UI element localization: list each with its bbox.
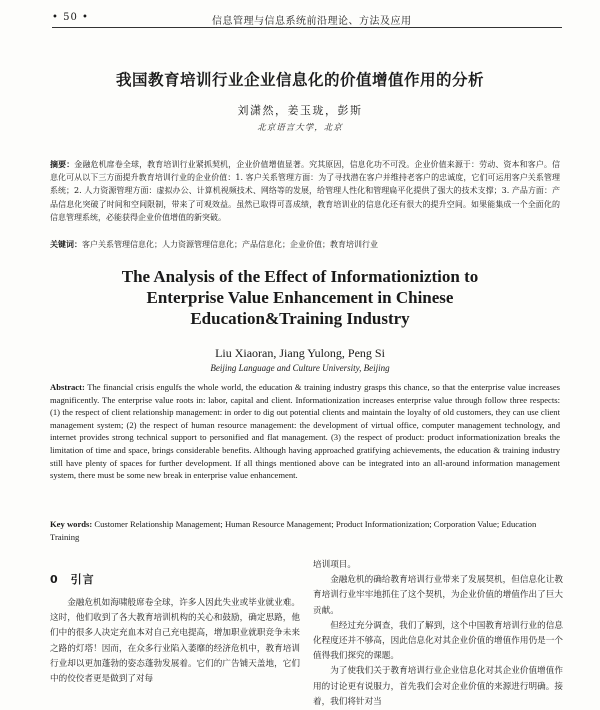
body-column-left: [50, 571, 300, 687]
chinese-keywords-text: 客户关系管理信息化；人力资源管理信息化；产品信息化；企业价值；教育培训行业: [82, 240, 378, 249]
english-abstract: [50, 381, 560, 482]
english-keywords-text: Customer Relationship Management; Human Resource Management; Product Informationization; Corporation Value; Education Training: [50, 519, 537, 542]
body-paragraph: 为了使我们关于教育培训行业企业信息化对其企业价值增值作用的讨论更有说服力，首先我们会对企业价值的来源进行明确。接着，我们将针对当: [313, 666, 563, 707]
chinese-affiliation: 北京语言大学，北京: [257, 123, 343, 133]
body-column-right: [313, 558, 563, 710]
english-abstract-label: Abstract:: [50, 382, 85, 392]
english-title-line: Enterprise Value Enhancement in Chinese: [146, 288, 454, 307]
english-title: [0, 266, 600, 329]
body-paragraph: 金融危机的确给教育培训行业带来了发展契机，但信息化让教育培训行业牢牢地抓住了这个契机，为企业价值的增值作出了巨大贡献。: [313, 575, 563, 616]
english-title-line: The Analysis of the Effect of Informationiztion to: [121, 267, 479, 286]
english-affiliation: Beijing Language and Culture University, Beijing: [210, 363, 390, 373]
chinese-abstract-label: 摘要：: [50, 160, 75, 169]
section-heading: 0 引言: [50, 573, 95, 586]
chinese-keywords-label: 关键词：: [50, 240, 82, 249]
body-paragraph: 培训项目。: [313, 560, 356, 570]
english-authors: Liu Xiaoran, Jiang Yulong, Peng Si: [215, 346, 385, 360]
header-rule: [52, 27, 562, 28]
page-number: • 50 •: [52, 12, 89, 23]
journal-title: 信息管理与信息系统前沿理论、方法及应用: [212, 16, 412, 27]
chinese-abstract-text: 金融危机席卷全球，教育培训行业紧抓契机，企业价值增值显著。究其原因，信息化功不可没。企业价值来源于：劳动、资本和客户。信息化可从以下三方面提升教育培训行业的企业价值：1. 客户关系管理方面：为了寻找潜在客户并维持老客户的忠诚度，它们可运用客户关系管理系统；2. 人力资源管理方面：虚拟办公、计算机视频技术、网络等的发展，给管理人性化和管理扁平化提供了强大的技术支撑；3. 产品方面：产品信息化突破了时间和空间限制，带来了可观效益。虽然已取得可喜成绩，教育培训业的信息化还有很大的提升空间。如果能集成一个全面化的信息管理系统，必能获得企业价值增值的新突破。: [50, 160, 561, 222]
english-keywords-label: Key words:: [50, 519, 93, 529]
english-abstract-text: The financial crisis engulfs the whole world, the education & training industry grasps this chance, so that the enterprise value increases magnificently. The enterprise value roots in: labor, capital and client. Informationization increases enterprise value through follow three respects: (1) the respect of client relationship management: in order to dig out potential clients and maintain the loyalty of old customers, they can use client management system; (2) the respect of human resource management: the development of virtual office, computer management technology, and internet provides strong technical support to personified and flat management. (3) the respect of product: product informationization breaks the limitation of time and space, brings considerable benefits. Although having approached gratifying achievements, the education & training industry still have plenty of spaces for further development. If all things mentioned above can be integrated into an all-around information management system, there must be some new break in enterprise value enhancement.: [50, 382, 560, 481]
chinese-title: 我国教育培训行业企业信息化的价值增值作用的分析: [115, 71, 484, 89]
body-paragraph: 金融危机如海啸般席卷全球，许多人因此失业或毕业就业难。这时，他们收到了各大教育培训机构的关心和鼓励，确定思路，他们中的很多人决定充血本对自己充电提高，增加职业就职竞争未来之路的灯塔！因而，在众多行业陷入萎靡的经济危机中，教育培训行业却以更加蓬勃的姿态蓬勃发展着。它们的广告铺天盖地，它们中的佼佼者更是做到了对每: [50, 598, 300, 685]
english-keywords: [50, 518, 560, 543]
body-paragraph: 但经过充分调查，我们了解到，这个中国教育培训行业的信息化程度还并不够高，因此信息化对其企业价值的增值作用仍是一个值得我们探究的课题。: [313, 620, 563, 662]
running-head: [52, 10, 562, 28]
chinese-keywords: [50, 238, 560, 251]
english-title-line: Education&Training Industry: [190, 309, 410, 328]
chinese-authors: 刘潇然，姜玉珑，彭斯: [237, 104, 363, 117]
chinese-abstract: [50, 158, 560, 224]
